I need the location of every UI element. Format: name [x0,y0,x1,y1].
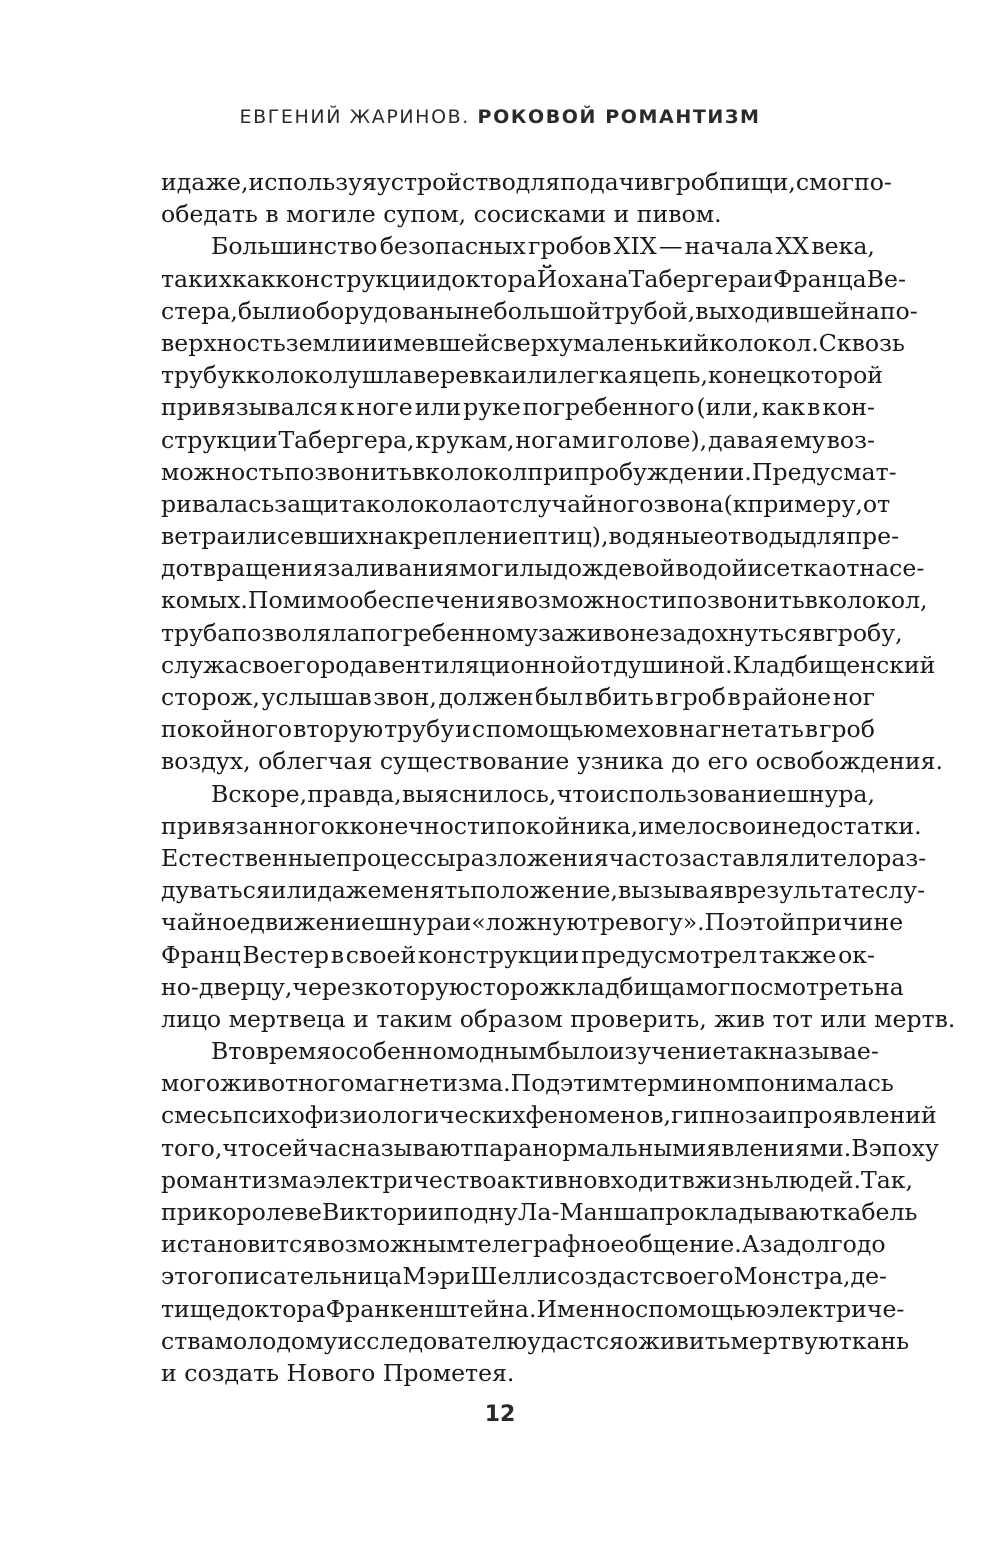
text-line: и становится возможным телеграфное общение. А задолго до [161,1230,886,1259]
text-line: ветра или севших на крепление птиц), водяные отводы для пре- [161,522,900,551]
text-line: дотвращения заливания могилы дождевой водой и сетка от насе- [161,554,925,583]
text-line: таких как конструкции доктора Йохана Табергера и Франца Ве- [161,264,906,293]
header-author: ЕВГЕНИЙ ЖАРИНОВ. [239,106,478,128]
text-line: лицо мертвеца и таким образом проверить, жив тот или мертв. [161,1004,956,1033]
text-line: трубу к колоколу шла веревка или легкая цепь, конец которой [161,361,884,390]
text-line: служа своего рода вентиляционной отдушиной. Кладбищенский [161,650,936,679]
text-line: но-дверцу, через которую сторож кладбища мог посмотреть на [161,972,904,1001]
page-body-text [161,166,956,1389]
text-line: труба позволяла погребенному заживо не задохнуться в гробу, [161,618,903,647]
page-number: 12 [484,1402,516,1427]
text-line: Вскоре, правда, выяснилось, что использование шнура, [211,779,875,808]
text-line: воздух, облегчая существование узника до его освобождения. [161,747,943,776]
text-line: обедать в могиле супом, сосисками и пивом. [161,200,722,229]
running-header [0,106,1000,128]
text-line: можность позвонить в колокол при пробуждении. Предусмат- [161,457,897,486]
header-book-title: РОКОВОЙ РОМАНТИЗМ [477,106,761,128]
text-line: ривалась защита колокола от случайного звона (к примеру, от [161,489,891,518]
text-line: покойного вторую трубу и с помощью мехов нагнетать в гроб [161,715,875,744]
text-line: романтизма электричество активно входит в жизнь людей. Так, [161,1165,914,1194]
text-line: привязывался к ноге или руке погребенного (или, как в кон- [161,393,875,422]
text-line: сторож, услышав звон, должен был вбить в гроб в районе ног [161,683,875,711]
text-line: и создать Нового Прометея. [161,1358,515,1387]
text-line: Большинство безопасных гробов XIX — начала XX века, [211,232,875,261]
text-line: этого писательница Мэри Шелли создаст своего Монстра, де- [161,1262,888,1291]
text-line: привязанного к конечности покойника, имело свои недостатки. [161,811,922,840]
text-line: комых. Помимо обеспечения возможности позвонить в колокол, [161,586,928,615]
text-line: при королеве Виктории по дну Ла-Манша прокладывают кабель [161,1198,918,1226]
text-line: Франц Вестер в своей конструкции предусмотрел также ок- [161,940,875,969]
text-line: струкции Табергера, к рукам, ногам и голове), давая ему воз- [161,425,875,454]
text-line: Естественные процессы разложения часто заставляли тело раз- [161,843,927,872]
text-line: и даже, используя устройство для подачи в гроб пищи, смог по- [161,168,892,196]
text-line: того, что сейчас называют паранормальными явлениями. В эпоху [161,1133,939,1162]
text-line: стера, были оборудованы небольшой трубой, выходившей на по- [161,296,918,325]
text-line: ства молодому исследователю удастся оживить мертвую ткань [161,1326,910,1355]
text-line: мого животного магнетизма. Под этим термином понималась [161,1069,894,1098]
text-line: В то время особенно модным было изучение так называе- [211,1037,879,1066]
text-line: тище доктора Франкенштейна. Именно с помощью электриче- [161,1294,905,1323]
text-line: верхность земли и имевшей сверху маленький колокол. Сквозь [161,328,905,357]
text-line: дуваться или даже менять положение, вызывая в результате слу- [161,876,926,905]
text-line: чайное движение шнура и «ложную тревогу». По этой причине [161,908,904,937]
text-line: смесь психофизиологических феноменов, гипноза и проявлений [161,1101,937,1130]
